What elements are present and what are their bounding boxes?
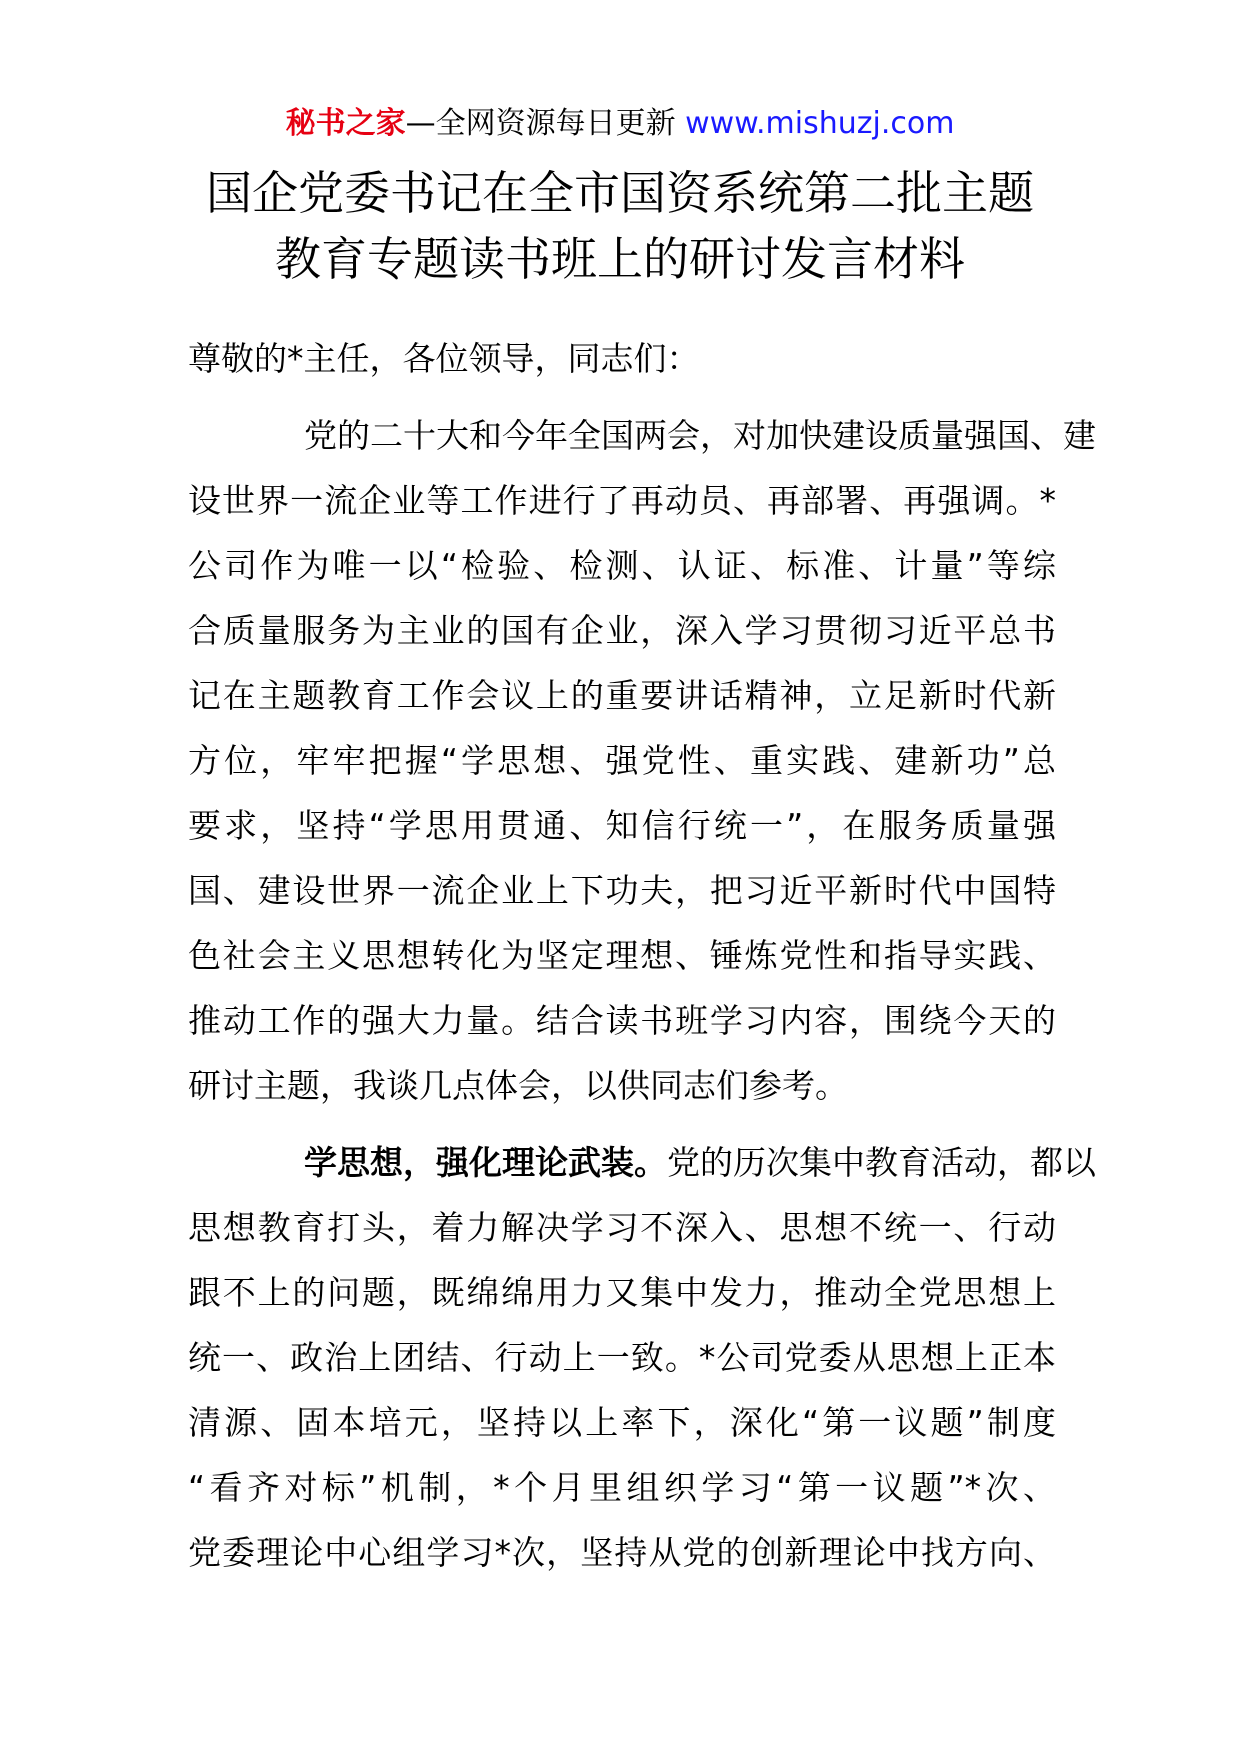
title-line-2: 教育专题读书班上的研讨发言材料 bbox=[275, 232, 965, 286]
paragraph-line bbox=[188, 1130, 1096, 1195]
paragraph-intro bbox=[188, 403, 1096, 1118]
site-banner bbox=[0, 104, 1240, 144]
paragraph-line: 清源、固本培元，坚持以上率下，深化“第一议题”制度 bbox=[188, 1403, 1056, 1442]
paragraph-line: 党的二十大和今年全国两会，对加快建设质量强国、建 bbox=[304, 416, 1096, 455]
paragraph-line: 党委理论中心组学习*次，坚持从党的创新理论中找方向、 bbox=[188, 1533, 1056, 1572]
paragraph-line: 国、建设世界一流企业上下功夫，把习近平新时代中国特 bbox=[188, 871, 1056, 910]
paragraph-line: 推动工作的强大力量。结合读书班学习内容，围绕今天的 bbox=[188, 1001, 1056, 1040]
section-heading: 学思想，强化理论武装。 bbox=[304, 1143, 667, 1182]
paragraph-line: 研讨主题，我谈几点体会，以供同志们参考。 bbox=[188, 1066, 848, 1105]
paragraph-line: 合质量服务为主业的国有企业，深入学习贯彻习近平总书 bbox=[188, 611, 1056, 650]
paragraph-text: 党的历次集中教育活动，都以 bbox=[667, 1143, 1096, 1182]
paragraph-line: 记在主题教育工作会议上的重要讲话精神，立足新时代新 bbox=[188, 676, 1056, 715]
paragraph-line: 公司作为唯一以“检验、检测、认证、标准、计量”等综 bbox=[188, 546, 1056, 585]
paragraph-line: 跟不上的问题，既绵绵用力又集中发力，推动全党思想上 bbox=[188, 1273, 1056, 1312]
document-body bbox=[188, 326, 1096, 1597]
paragraph-line: 方位，牢牢把握“学思想、强党性、重实践、建新功”总 bbox=[188, 741, 1056, 780]
paragraph-line: 统一、政治上团结、行动上一致。*公司党委从思想上正本 bbox=[188, 1338, 1056, 1377]
site-url-link[interactable]: www.mishuzj.com bbox=[685, 106, 955, 141]
paragraph-line: 色社会主义思想转化为坚定理想、锤炼党性和指导实践、 bbox=[188, 936, 1056, 975]
brand-name: 秘书之家 bbox=[285, 106, 406, 141]
paragraph-study-thought bbox=[188, 1130, 1096, 1585]
salutation: 尊敬的*主任，各位领导，同志们： bbox=[188, 339, 700, 378]
banner-tagline: —全网资源每日更新 bbox=[405, 106, 686, 141]
document-title bbox=[150, 160, 1090, 292]
title-line-1: 国企党委书记在全市国资系统第二批主题 bbox=[206, 166, 1034, 220]
paragraph-line: 思想教育打头，着力解决学习不深入、思想不统一、行动 bbox=[188, 1208, 1056, 1247]
paragraph-line: “看齐对标”机制，*个月里组织学习“第一议题”*次、 bbox=[188, 1468, 1056, 1507]
paragraph-line: 设世界一流企业等工作进行了再动员、再部署、再强调。* bbox=[188, 481, 1056, 520]
paragraph-line: 要求，坚持“学思用贯通、知信行统一”，在服务质量强 bbox=[188, 806, 1056, 845]
